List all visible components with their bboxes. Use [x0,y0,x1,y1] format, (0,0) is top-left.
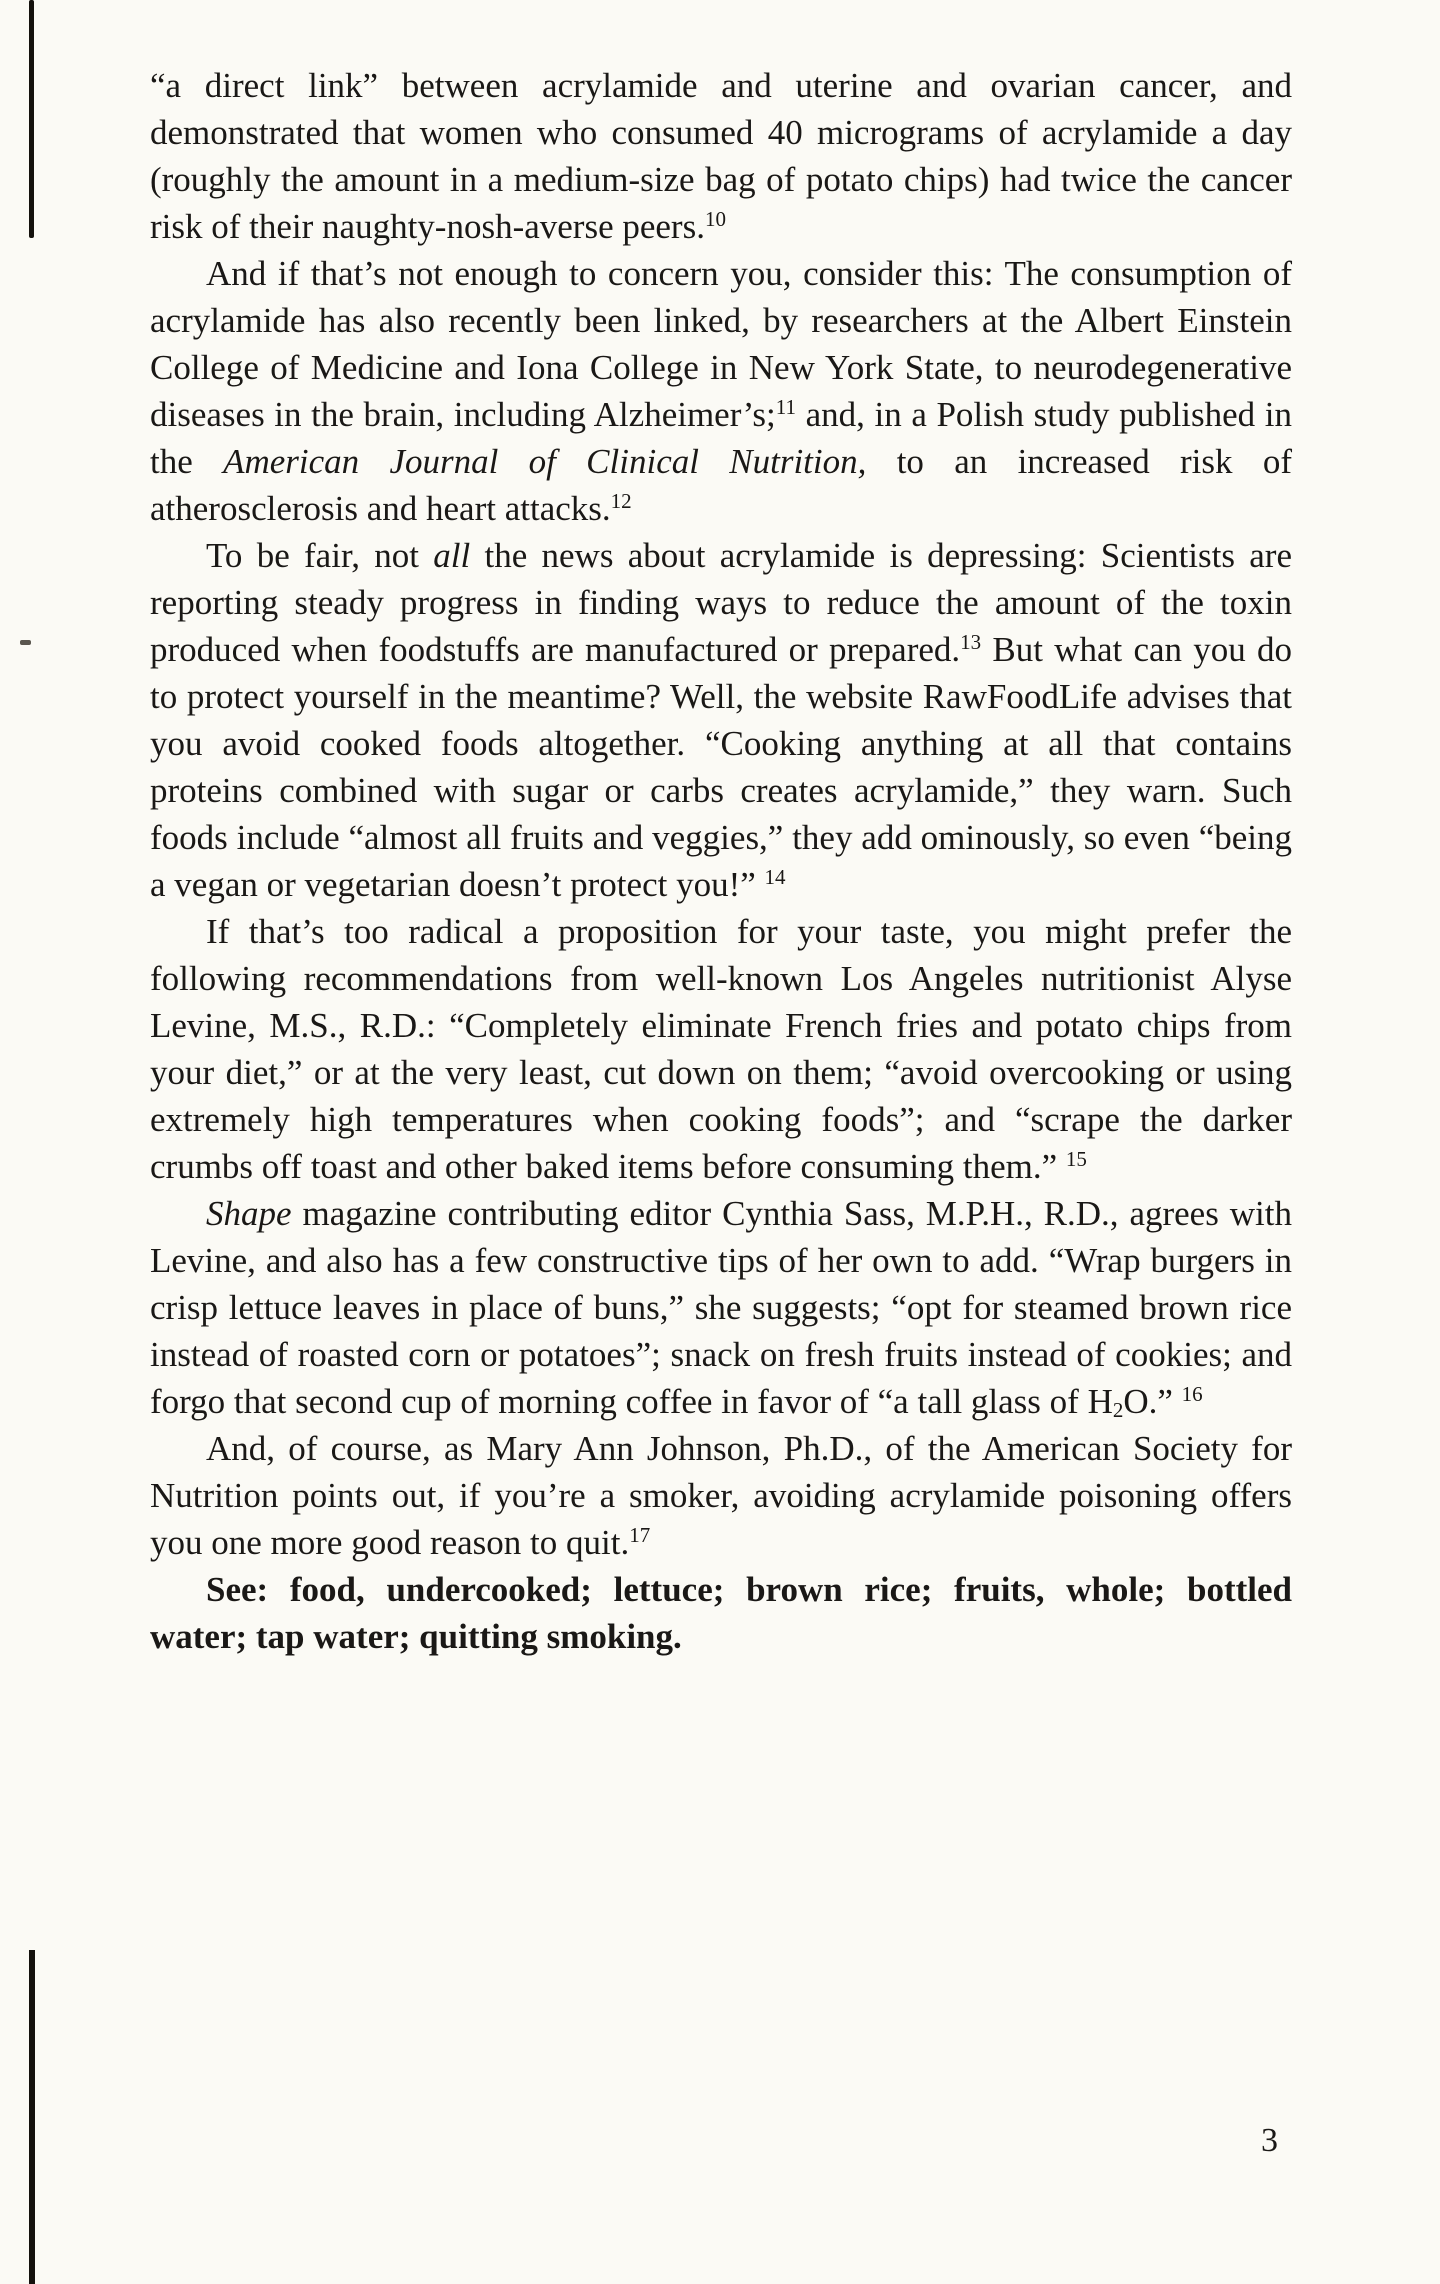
footnote-reference: 10 [704,207,726,232]
text-segment: magazine contributing editor Cynthia Sass, M.P.H., R.D., agrees with Levine, and also has a few constructive tips of her own to add. “Wrap burgers in crisp lettuce leaves in place of buns,” she suggests; “opt for steamed brown rice instead of roasted corn or potatoes”; snack on fresh fruits instead of cookies; and forgo that second cup of morning coffee in favor of “a tall glass of H [150,1194,1292,1421]
text-segment: “a direct link” between acrylamide and uterine and ovarian cancer, and demonstrated that women who consumed 40 micrograms of acrylamide a day (roughly the amount in a medium-size bag of potato chips) had twice the cancer risk of their naughty-nosh-averse peers. [150,66,1292,246]
text-segment: the news about acrylamide is depressing: Scientists are reporting steady progress in finding ways to reduce the amount of the toxin produced when foodstuffs are manufactured or prepared. [150,536,1292,669]
footnote-reference: 13 [960,630,982,655]
text-segment: See: food, undercooked; lettuce; brown rice; fruits, whole; bottled water; tap water; quitting smoking. [150,1570,1292,1656]
page-text-block [150,62,1292,1660]
text-segment: American Journal of Clinical Nutrition, [223,442,867,481]
paragraph [150,1566,1292,1660]
footnote-reference: 11 [775,395,796,420]
text-segment: all [433,536,471,575]
scan-edge-artifact-top [29,0,34,238]
text-segment: O.” [1123,1382,1182,1421]
footnote-reference: 14 [764,865,786,890]
footnote-reference: 15 [1065,1147,1087,1172]
subscript-text: 2 [1112,1398,1124,1423]
text-segment: and, in a Polish study published in the [150,395,1292,481]
text-segment: To be fair, not [206,536,434,575]
text-segment: But what can you do to protect yourself in the meantime? Well, the website RawFoodLife advises that you avoid cooked foods altogether. “Cooking anything at all that contains proteins combined with sugar or carbs creates acrylamide,” they warn. Such foods include “almost all fruits and veggies,” they add ominously, so even “being a vegan or vegetarian doesn’t protect you!” [150,630,1292,904]
paragraph [150,1190,1292,1425]
scan-speck-artifact [20,640,31,645]
text-segment: If that’s too radical a proposition for your taste, you might prefer the following recommendations from well-known Los Angeles nutritionist Alyse Levine, M.S., R.D.: “Completely eliminate French fries and potato chips from your diet,” or at the very least, cut down on them; “avoid overcooking or using extremely high temperatures when cooking foods”; and “scrape the darker crumbs off toast and other baked items before consuming them.” [150,912,1292,1186]
footnote-reference: 17 [629,1523,651,1548]
text-segment: to an increased risk of atherosclerosis and heart attacks. [150,442,1292,528]
footnote-reference: 16 [1181,1382,1203,1407]
text-segment: And if that’s not enough to concern you, consider this: The consumption of acrylamide has also recently been linked, by researchers at the Albert Einstein College of Medicine and Iona College in New York State, to neurodegenerative diseases in the brain, including Alzheimer’s; [150,254,1292,434]
paragraph [150,532,1292,908]
footnote-reference: 12 [610,489,632,514]
text-segment: Shape [206,1194,292,1233]
paragraph [150,908,1292,1190]
text-segment: And, of course, as Mary Ann Johnson, Ph.D., of the American Society for Nutrition points out, if you’re a smoker, avoiding acrylamide poisoning offers you one more good reason to quit. [150,1429,1292,1562]
scan-edge-artifact-bottom [29,1950,35,2284]
paragraph [150,62,1292,250]
paragraph [150,1425,1292,1566]
paragraph [150,250,1292,532]
page-number: 3 [1261,2122,1278,2159]
